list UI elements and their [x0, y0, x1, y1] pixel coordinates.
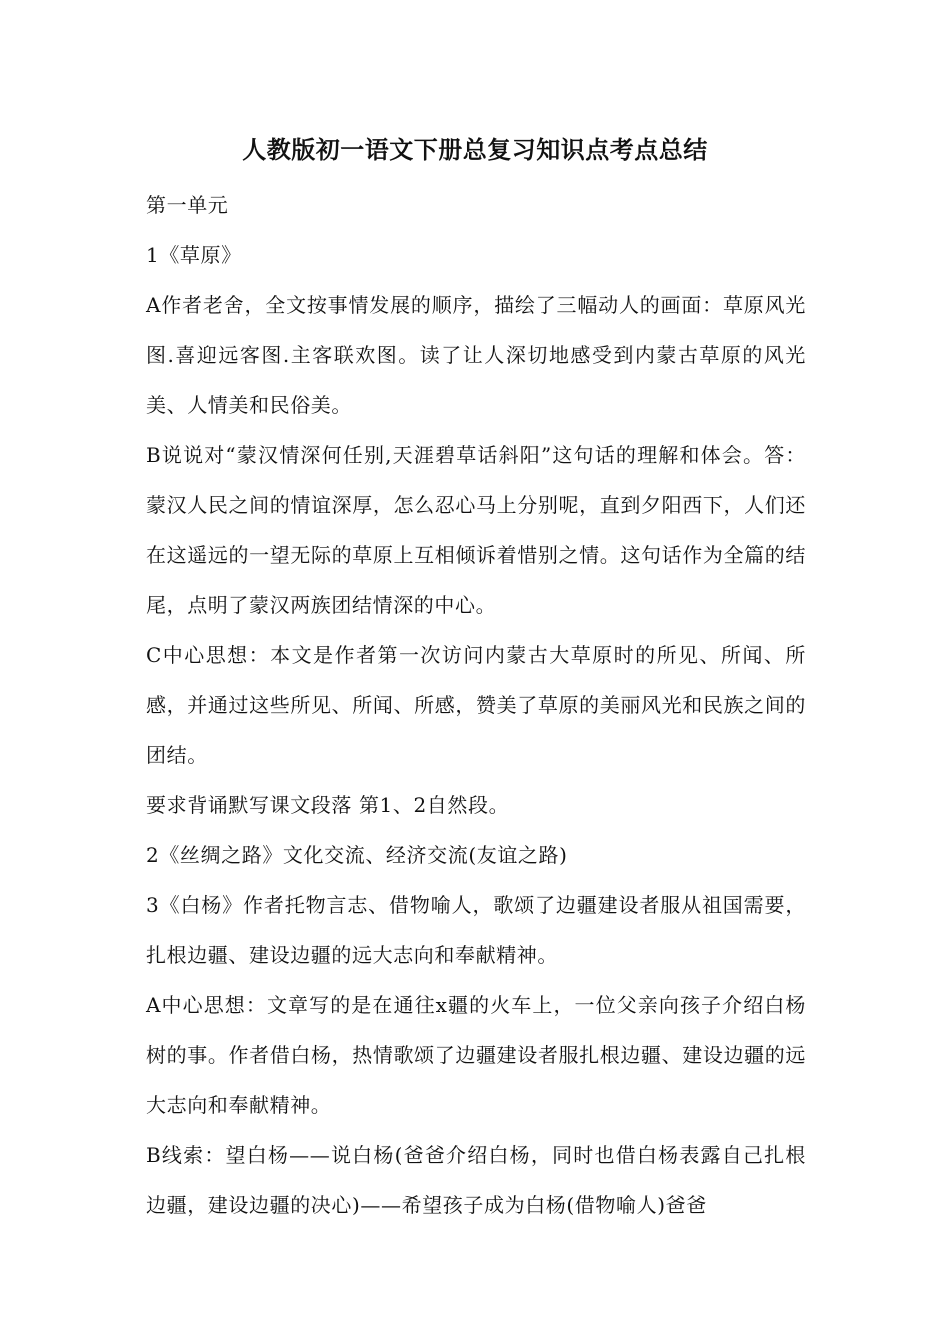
paragraph-caoyuan-c: C中心思想：本文是作者第一次访问内蒙古大草原时的所见、所闻、所感，并通过这些所见、所闻、所感，赞美了草原的美丽风光和民族之间的团结。 [146, 643, 806, 767]
document-title: 人教版初一语文下册总复习知识点考点总结 [242, 136, 708, 164]
document-body [146, 180, 806, 1230]
paragraph-caoyuan-b: B说说对“蒙汉情深何任别,天涯碧草话斜阳”这句话的理解和体会。答：蒙汉人民之间的情谊深厚，怎么忍心马上分别呢，直到夕阳西下，人们还在这遥远的一望无际的草原上互相倾诉着惜别之情。这句话作为全篇的结尾，点明了蒙汉两族团结情深的中心。 [146, 443, 806, 617]
paragraph-baiyang-a: A中心思想：文章写的是在通往x疆的火车上，一位父亲向孩子介绍白杨树的事。作者借白杨，热情歌颂了边疆建设者服扎根边疆、建设边疆的远大志向和奉献精神。 [146, 993, 806, 1117]
lesson-heading-baiyang: 3《白杨》作者托物言志、借物喻人，歌颂了边疆建设者服从祖国需要，扎根边疆、建设边疆的远大志向和奉献精神。 [146, 893, 806, 967]
lesson-heading-silk-road: 2《丝绸之路》文化交流、经济交流(友谊之路) [146, 843, 568, 867]
paragraph-recitation-requirement: 要求背诵默写课文段落 第1、2自然段。 [146, 793, 510, 817]
lesson-heading-caoyuan: 1《草原》 [146, 243, 242, 267]
paragraph-caoyuan-a: A作者老舍，全文按事情发展的顺序，描绘了三幅动人的画面：草原风光图.喜迎远客图.主客联欢图。读了让人深切地感受到内蒙古草原的风光美、人情美和民俗美。 [146, 293, 806, 417]
section-heading-unit-1: 第一单元 [146, 193, 229, 217]
paragraph-baiyang-b: B线索：望白杨——说白杨(爸爸介绍白杨，同时也借白杨表露自己扎根边疆，建设边疆的决心)——希望孩子成为白杨(借物喻人)爸爸 [146, 1143, 806, 1217]
